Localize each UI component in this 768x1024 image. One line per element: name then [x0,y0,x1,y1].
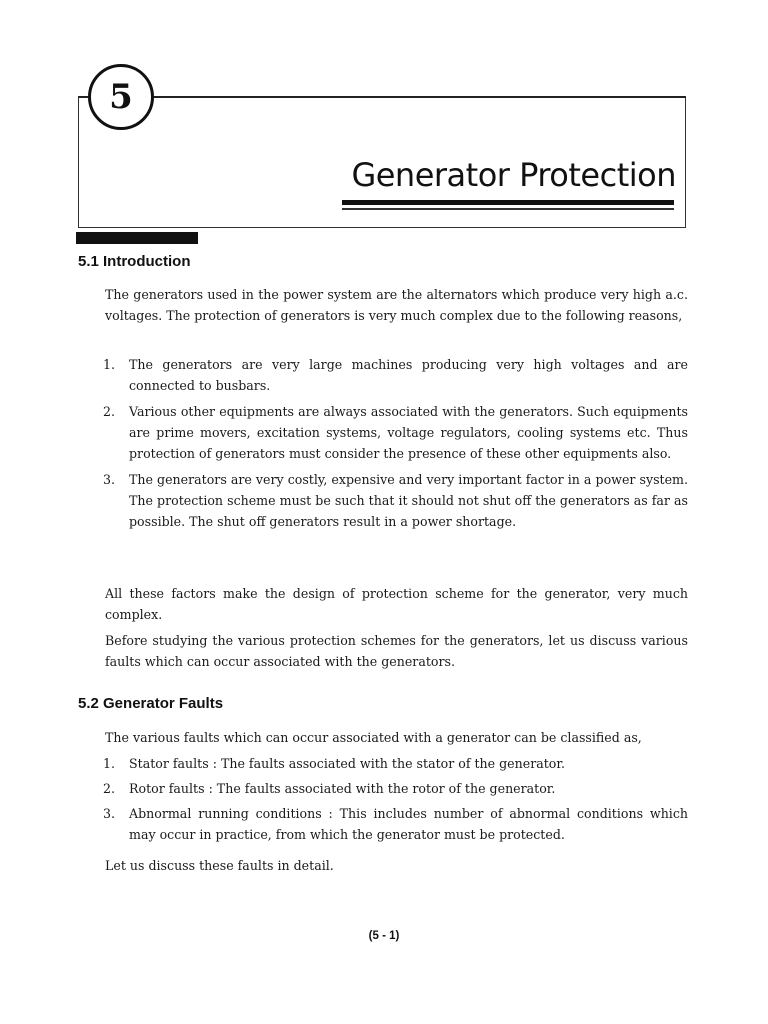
intro-text: The generators used in the power system are the alternators which produce very high a.c. voltages. The protection of generators is very much complex due to the following reasons, [105,287,688,323]
list-number: 2. [103,404,116,419]
list-text: Abnormal running conditions : This includes number of abnormal conditions which may occur in practice, from which the generator must be protected. [129,806,688,842]
factors-paragraph [78,583,688,625]
before-studying-paragraph [78,630,688,672]
list-item [100,354,688,396]
list-item [100,778,688,799]
list-text: Rotor faults : The faults associated with the rotor of the generator. [129,781,556,796]
faults-intro-paragraph [78,727,688,748]
section-marker-bar [76,232,198,244]
reasons-list [100,354,688,532]
list-number: 1. [103,756,116,771]
list-text: The generators are very large machines producing very high voltages and are connected to busbars. [129,357,688,393]
section-heading-generator-faults: 5.2 Generator Faults [78,695,224,712]
chapter-title: Generator Protection [351,156,676,194]
list-number: 3. [103,472,116,487]
title-underline [342,200,674,205]
list-text: Various other equipments are always associated with the generators. Such equipments are prime movers, excitation systems, voltage regulators, cooling systems etc. Thus protection of generators must consider the presence of these other equipments also. [129,404,688,461]
list-item [100,803,688,845]
closing-paragraph [78,855,688,876]
list-item [100,401,688,464]
list-text: Stator faults : The faults associated with the stator of the generator. [129,756,566,771]
list-text: The generators are very costly, expensive and very important factor in a power system. The protection scheme must be such that it should not shut off the generators as far as possible. The shut off generators result in a power shortage. [129,472,688,529]
list-item [100,753,688,774]
list-number: 2. [103,781,116,796]
section-heading-introduction: 5.1 Introduction [78,253,191,270]
list-number: 1. [103,357,116,372]
faults-list [100,753,688,845]
before-studying-text: Before studying the various protection schemes for the generators, let us discuss various faults which can occur associated with the generators. [105,633,688,669]
list-item [100,469,688,532]
page-number: (5 - 1) [368,930,400,942]
factors-text: All these factors make the design of protection scheme for the generator, very much complex. [105,586,688,622]
closing-text: Let us discuss these faults in detail. [105,858,334,873]
list-number: 3. [103,806,116,821]
intro-paragraph [78,284,688,326]
faults-intro-text: The various faults which can occur associated with a generator can be classified as, [105,730,642,745]
title-underline-thin [342,208,674,210]
chapter-number: 5 [88,64,154,130]
